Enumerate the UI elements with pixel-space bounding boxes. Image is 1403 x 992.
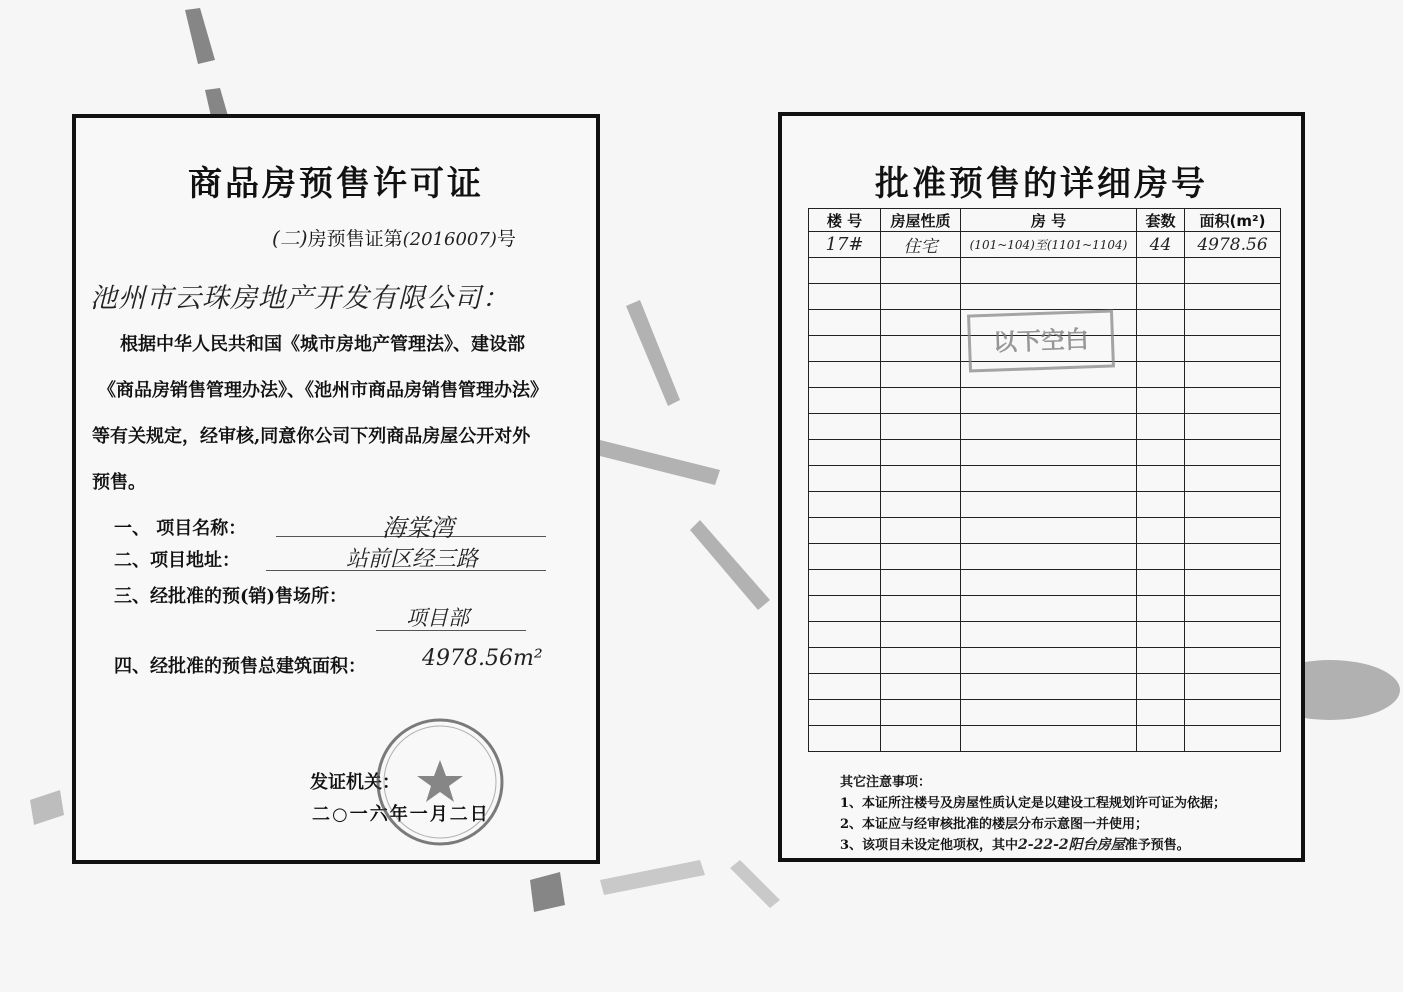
table-cell xyxy=(1137,388,1185,414)
table-cell xyxy=(961,284,1137,310)
table-cell xyxy=(961,466,1137,492)
table-cell xyxy=(1185,570,1281,596)
project-name-label: 一、 项目名称： xyxy=(114,518,247,539)
table-cell xyxy=(809,648,881,674)
table-cell xyxy=(961,440,1137,466)
table-cell xyxy=(809,414,881,440)
body-line-1: 根据中华人民共和国《城市房地产管理法》、建设部 xyxy=(120,334,525,355)
cell-rooms: (101~104)至(1101~1104) xyxy=(961,232,1137,258)
cell-count: 44 xyxy=(1137,232,1185,258)
table-cell xyxy=(881,440,961,466)
table-cell xyxy=(1137,674,1185,700)
table-cell xyxy=(809,622,881,648)
table-row xyxy=(809,466,1281,492)
table-row xyxy=(809,596,1281,622)
table-cell xyxy=(1185,622,1281,648)
room-details-title: 批准预售的详细房号 xyxy=(875,164,1208,204)
table-cell xyxy=(1185,648,1281,674)
permit-title: 商品房预售许可证 xyxy=(188,164,484,204)
table-row xyxy=(809,232,1281,258)
table-cell xyxy=(1137,570,1185,596)
table-cell xyxy=(809,440,881,466)
sales-venue-value: 项目部 xyxy=(406,606,469,630)
header-building: 楼 号 xyxy=(809,209,881,232)
table-cell xyxy=(1137,258,1185,284)
cell-nature: 住宅 xyxy=(881,232,961,258)
header-count: 套数 xyxy=(1137,209,1185,232)
table-row xyxy=(809,388,1281,414)
table-cell xyxy=(961,726,1137,752)
official-seal-icon xyxy=(372,714,508,850)
company-name: 池州市云珠房地产开发有限公司： xyxy=(90,283,510,314)
table-cell xyxy=(1185,388,1281,414)
table-row xyxy=(809,518,1281,544)
table-cell xyxy=(881,362,961,388)
table-cell xyxy=(1185,700,1281,726)
table-cell xyxy=(961,544,1137,570)
table-row xyxy=(809,622,1281,648)
table-cell xyxy=(881,258,961,284)
table-cell xyxy=(1185,466,1281,492)
table-cell xyxy=(1185,596,1281,622)
header-area: 面积(m²) xyxy=(1185,209,1281,232)
note-3 xyxy=(840,835,1226,856)
table-cell xyxy=(809,700,881,726)
table-cell xyxy=(961,648,1137,674)
table-cell xyxy=(809,284,881,310)
table-cell xyxy=(1137,310,1185,336)
note-3-end: 准予预售。 xyxy=(1124,838,1190,853)
total-area-value: 4978.56m² xyxy=(422,646,543,671)
table-cell xyxy=(881,388,961,414)
table-cell xyxy=(1185,674,1281,700)
issue-date: 二○一六年一月二日 xyxy=(312,804,490,825)
table-cell xyxy=(809,388,881,414)
table-cell xyxy=(881,596,961,622)
total-area-label: 四、经批准的预售总建筑面积： xyxy=(114,656,366,677)
table-cell xyxy=(881,518,961,544)
table-cell xyxy=(809,544,881,570)
table-row xyxy=(809,674,1281,700)
table-cell xyxy=(1137,518,1185,544)
body-line-4: 预售。 xyxy=(92,472,146,493)
project-address-label: 二、项目地址： xyxy=(114,550,240,571)
table-cell xyxy=(881,700,961,726)
table-cell xyxy=(1137,284,1185,310)
table-cell xyxy=(809,570,881,596)
table-cell xyxy=(881,492,961,518)
table-row xyxy=(809,544,1281,570)
cell-building: 17# xyxy=(809,232,881,258)
table-cell xyxy=(1137,648,1185,674)
table-cell xyxy=(961,570,1137,596)
cell-area: 4978.56 xyxy=(1185,232,1281,258)
table-cell xyxy=(1185,336,1281,362)
table-cell xyxy=(809,518,881,544)
table-cell xyxy=(961,700,1137,726)
table-cell xyxy=(881,544,961,570)
table-cell xyxy=(961,492,1137,518)
table-cell xyxy=(1185,362,1281,388)
table-cell xyxy=(809,362,881,388)
note-3-handwritten: 2-22-2阳台房屋 xyxy=(1018,837,1125,853)
table-cell xyxy=(1185,258,1281,284)
header-rooms: 房 号 xyxy=(961,209,1137,232)
table-cell xyxy=(961,596,1137,622)
cert-middle: 房预售证第 xyxy=(307,228,403,250)
cert-suffix: 号 xyxy=(496,228,516,250)
table-cell xyxy=(1185,726,1281,752)
notes-section xyxy=(840,772,1226,856)
table-cell xyxy=(881,466,961,492)
sales-venue-label: 三、经批准的预(销)售场所： xyxy=(114,586,348,607)
table-cell xyxy=(1137,362,1185,388)
note-1: 1、本证所注楼号及房屋性质认定是以建设工程规划许可证为依据； xyxy=(840,796,1227,811)
table-cell xyxy=(961,674,1137,700)
presale-permit-panel xyxy=(72,114,600,864)
table-cell xyxy=(1137,726,1185,752)
table-cell xyxy=(961,258,1137,284)
table-cell xyxy=(881,674,961,700)
table-cell xyxy=(809,674,881,700)
body-line-2: 《商品房销售管理办法》、《池州市商品房销售管理办法》 xyxy=(98,380,548,401)
header-nature: 房屋性质 xyxy=(881,209,961,232)
table-cell xyxy=(1185,492,1281,518)
table-row xyxy=(809,700,1281,726)
table-cell xyxy=(1137,414,1185,440)
table-cell xyxy=(881,648,961,674)
table-cell xyxy=(1137,466,1185,492)
table-row xyxy=(809,414,1281,440)
table-cell xyxy=(1185,310,1281,336)
table-cell xyxy=(809,310,881,336)
table-cell xyxy=(1137,492,1185,518)
table-row xyxy=(809,492,1281,518)
cert-prefix: (二) xyxy=(272,226,308,250)
table-cell xyxy=(1185,440,1281,466)
cert-number: (2016007) xyxy=(402,229,497,250)
table-cell xyxy=(881,414,961,440)
table-row xyxy=(809,258,1281,284)
table-cell xyxy=(961,388,1137,414)
table-row xyxy=(809,570,1281,596)
project-address-value: 站前区经三路 xyxy=(346,547,479,572)
table-cell xyxy=(1137,440,1185,466)
table-cell xyxy=(961,414,1137,440)
table-cell xyxy=(809,336,881,362)
note-2: 2、本证应与经审核批准的楼层分布示意图一并使用； xyxy=(840,817,1149,832)
table-cell xyxy=(1137,544,1185,570)
cert-number-line xyxy=(272,222,516,251)
table-cell xyxy=(1185,284,1281,310)
table-cell xyxy=(961,518,1137,544)
room-table xyxy=(808,208,1281,752)
table-cell xyxy=(1137,622,1185,648)
table-cell xyxy=(1137,596,1185,622)
table-row xyxy=(809,648,1281,674)
table-cell xyxy=(809,492,881,518)
table-cell xyxy=(1185,518,1281,544)
notes-title: 其它注意事项： xyxy=(840,775,932,790)
note-3-start: 3、该项目未设定他项权，其中 xyxy=(840,838,1019,853)
blank-below-stamp: 以下空白 xyxy=(967,309,1115,372)
table-cell xyxy=(1137,700,1185,726)
table-cell xyxy=(1185,414,1281,440)
table-row xyxy=(809,726,1281,752)
table-cell xyxy=(881,310,961,336)
table-cell xyxy=(961,622,1137,648)
table-cell xyxy=(809,596,881,622)
table-cell xyxy=(809,258,881,284)
table-row xyxy=(809,440,1281,466)
table-cell xyxy=(881,336,961,362)
body-line-3: 等有关规定，经审核,同意你公司下列商品房屋公开对外 xyxy=(92,426,531,447)
table-row xyxy=(809,284,1281,310)
table-cell xyxy=(809,466,881,492)
table-cell xyxy=(881,284,961,310)
table-cell xyxy=(881,570,961,596)
room-details-panel xyxy=(778,112,1305,862)
table-cell xyxy=(809,726,881,752)
project-name-value: 海棠湾 xyxy=(382,514,454,542)
table-header-row xyxy=(809,209,1281,232)
issuer-label: 发证机关： xyxy=(310,772,400,793)
table-cell xyxy=(1137,336,1185,362)
table-cell xyxy=(881,726,961,752)
table-cell xyxy=(1185,544,1281,570)
table-cell xyxy=(881,622,961,648)
